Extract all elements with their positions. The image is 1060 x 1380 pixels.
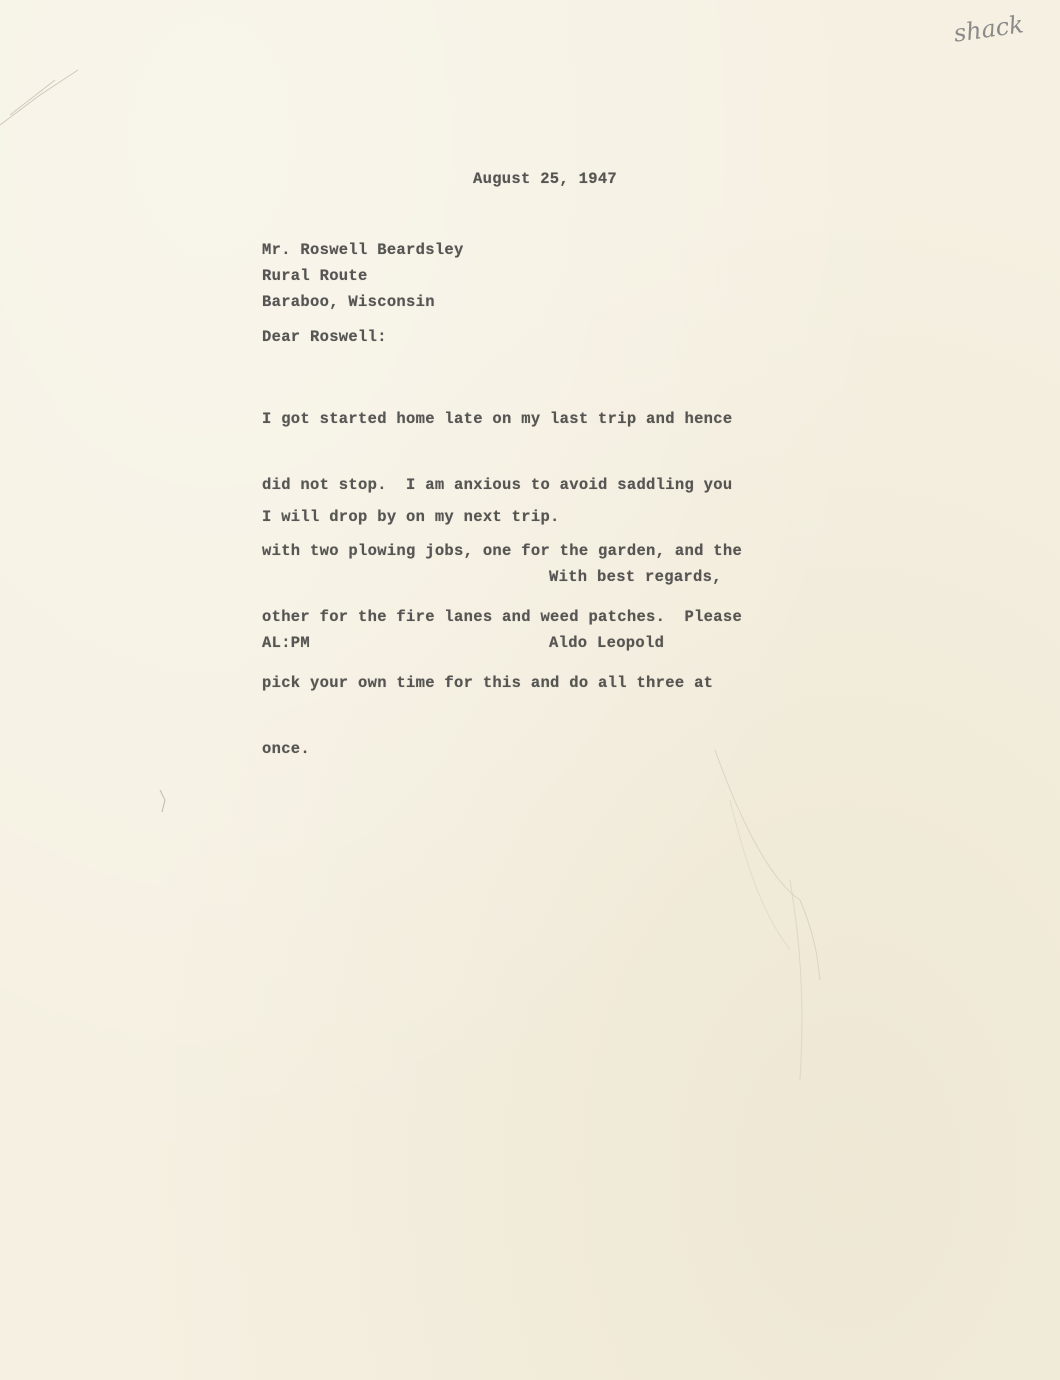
recipient-street: Rural Route <box>262 267 368 285</box>
body-line: other for the fire lanes and weed patches. Please <box>262 608 743 626</box>
salutation: Dear Roswell: <box>262 328 387 346</box>
body-line: with two plowing jobs, one for the garden, and the <box>262 542 743 560</box>
body-line: pick your own time for this and do all three at <box>262 674 714 692</box>
corner-crease-mark <box>0 70 78 125</box>
complimentary-close: With best regards, <box>549 568 722 586</box>
body-line: did not stop. I am anxious to avoid saddling you <box>262 476 733 494</box>
body-line: once. <box>262 740 311 758</box>
reference-initials: AL:PM <box>262 634 311 652</box>
handwritten-note: shack <box>952 10 1026 48</box>
body-line: I got started home late on my last trip and hence <box>262 410 733 428</box>
recipient-city: Baraboo, Wisconsin <box>262 293 435 311</box>
signature-name: Aldo Leopold <box>549 634 665 652</box>
closing-paragraph: I will drop by on my next trip. <box>262 508 560 526</box>
letter-date: August 25, 1947 <box>473 170 618 188</box>
recipient-name: Mr. Roswell Beardsley <box>262 241 464 259</box>
